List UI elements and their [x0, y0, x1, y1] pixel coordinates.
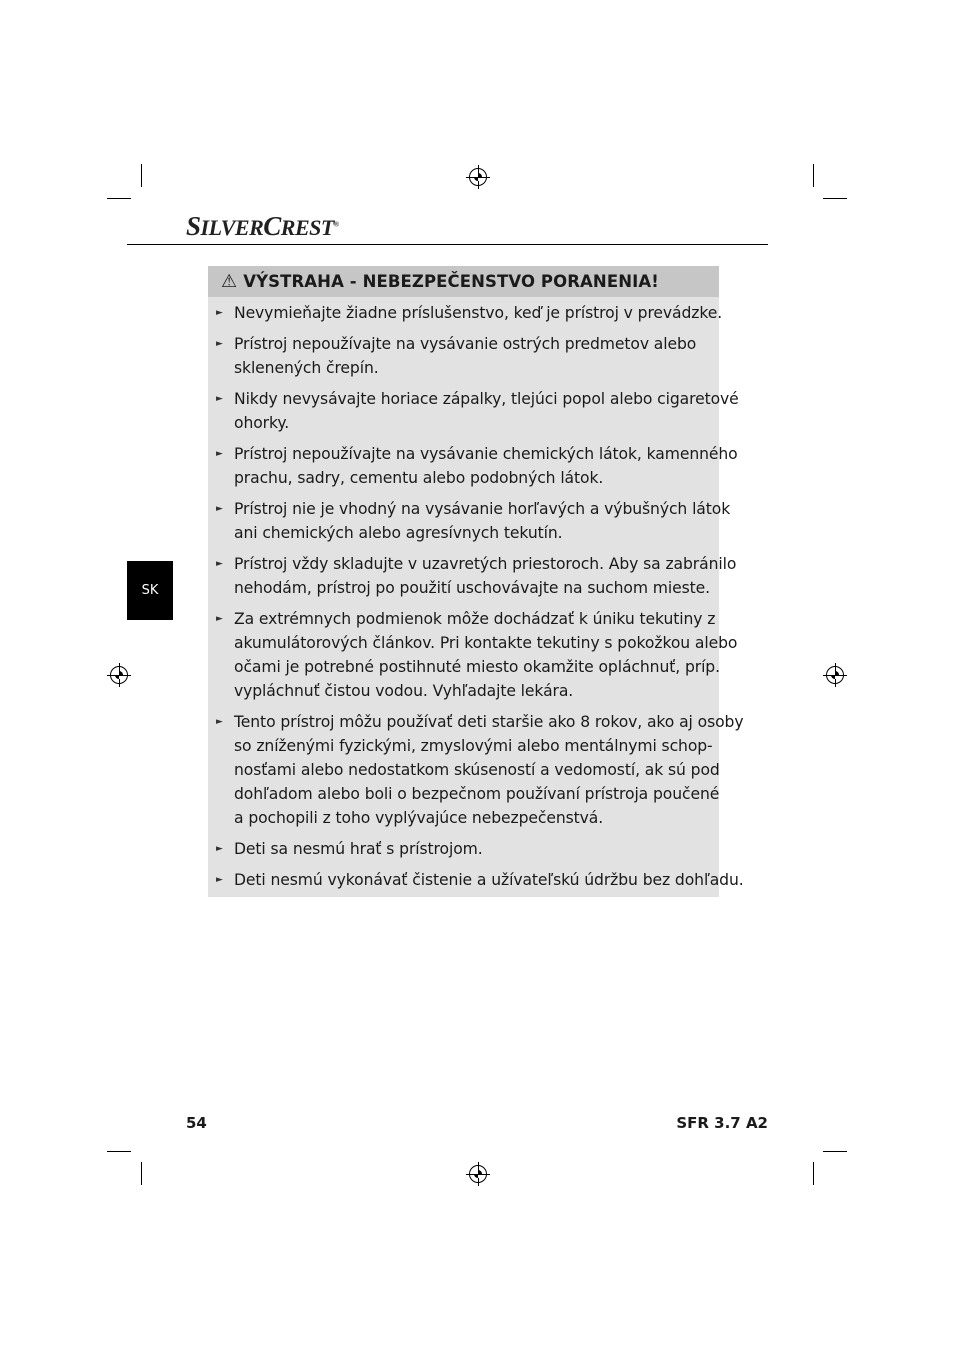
- crop-mark: [813, 1162, 814, 1185]
- registration-mark-icon: [110, 666, 128, 684]
- crop-mark: [107, 1151, 131, 1152]
- list-item: [208, 301, 723, 325]
- list-item-line: Prístroj nepoužívajte na vysávanie ostrých predmetov alebo: [234, 335, 697, 353]
- list-item: [208, 332, 719, 380]
- crop-mark: [823, 1151, 847, 1152]
- warning-box: [208, 266, 744, 897]
- registration-mark-icon: [826, 666, 844, 684]
- list-item-line: so zníženými fyzickými, zmyslovými alebo mentálnymi schop-: [234, 737, 713, 755]
- list-item-line: sklenených črepín.: [234, 359, 379, 377]
- crop-mark: [141, 1162, 142, 1185]
- list-item-line: Nevymieňajte žiadne príslušenstvo, keď je prístroj v prevádzke.: [234, 304, 723, 322]
- registration-mark-icon: [469, 168, 487, 186]
- list-item-line: nehodám, prístroj po použití uschovávajte na suchom mieste.: [234, 579, 710, 597]
- list-item-line: prachu, sadry, cementu alebo podobných látok.: [234, 469, 604, 487]
- warning-triangle-icon: ⚠: [221, 271, 238, 292]
- crop-mark: [107, 198, 131, 199]
- list-item: [208, 868, 744, 892]
- list-item-line: Prístroj nie je vhodný na vysávanie horľavých a výbušných látok: [234, 500, 731, 518]
- bullet-arrow-icon: ►: [216, 614, 223, 624]
- list-item-line: ani chemických alebo agresívnych tekutín.: [234, 524, 563, 542]
- list-item-line: Nikdy nevysávajte horiace zápalky, tlejúci popol alebo cigaretové: [234, 390, 739, 408]
- list-item-line: vypláchnuť čistou vodou. Vyhľadajte lekára.: [234, 682, 574, 700]
- bullet-arrow-icon: ►: [216, 717, 223, 727]
- bullet-arrow-icon: ►: [216, 559, 223, 569]
- crop-mark: [813, 164, 814, 187]
- bullet-arrow-icon: ►: [216, 844, 223, 854]
- page-number: 54: [186, 1114, 207, 1132]
- warning-title: VÝSTRAHA - NEBEZPEČENSTVO PORANENIA!: [243, 272, 659, 291]
- list-item-line: Deti sa nesmú hrať s prístrojom.: [234, 840, 483, 858]
- bullet-arrow-icon: ►: [216, 308, 223, 318]
- list-item-line: akumulátorových článkov. Pri kontakte tekutiny s pokožkou alebo: [234, 634, 738, 652]
- list-item: [208, 442, 738, 490]
- bullet-arrow-icon: ►: [216, 449, 223, 459]
- list-item-line: a pochopili z toho vyplývajúce nebezpečenstvá.: [234, 809, 604, 827]
- list-item: [208, 607, 738, 703]
- crop-mark: [141, 164, 142, 187]
- bullet-arrow-icon: ►: [216, 394, 223, 404]
- registration-mark-icon: [469, 1165, 487, 1183]
- list-item-line: Tento prístroj môžu používať deti staršie ako 8 rokov, ako aj osoby: [234, 713, 744, 731]
- header-rule: [127, 244, 768, 245]
- list-item: [208, 387, 739, 435]
- crop-mark: [823, 198, 847, 199]
- list-item: [208, 837, 719, 861]
- list-item-line: dohľadom alebo boli o bezpečnom používaní prístroja poučené: [234, 785, 720, 803]
- list-item-line: Deti nesmú vykonávať čistenie a užívateľskú údržbu bez dohľadu.: [234, 871, 744, 889]
- list-item-line: Prístroj vždy skladujte v uzavretých priestoroch. Aby sa zabránilo: [234, 555, 737, 573]
- list-item: [208, 710, 744, 830]
- language-tab: SK: [127, 561, 173, 620]
- list-item-line: Za extrémnych podmienok môže dochádzať k úniku tekutiny z: [234, 610, 716, 628]
- list-item-line: nosťami alebo nedostatkom skúseností a vedomostí, ak sú pod: [234, 761, 720, 779]
- brand-logo: SILVERCREST®: [186, 211, 339, 241]
- bullet-arrow-icon: ►: [216, 875, 223, 885]
- list-item-line: ohorky.: [234, 414, 290, 432]
- list-item: [208, 497, 731, 545]
- bullet-arrow-icon: ►: [216, 504, 223, 514]
- list-item-line: Prístroj nepoužívajte na vysávanie chemických látok, kamenného: [234, 445, 738, 463]
- warning-header: [208, 266, 719, 297]
- model-number: SFR 3.7 A2: [676, 1114, 768, 1132]
- warning-list: [208, 297, 744, 892]
- list-item: [208, 552, 737, 600]
- list-item-line: očami je potrebné postihnuté miesto okamžite opláchnuť, príp.: [234, 658, 720, 676]
- bullet-arrow-icon: ►: [216, 339, 223, 349]
